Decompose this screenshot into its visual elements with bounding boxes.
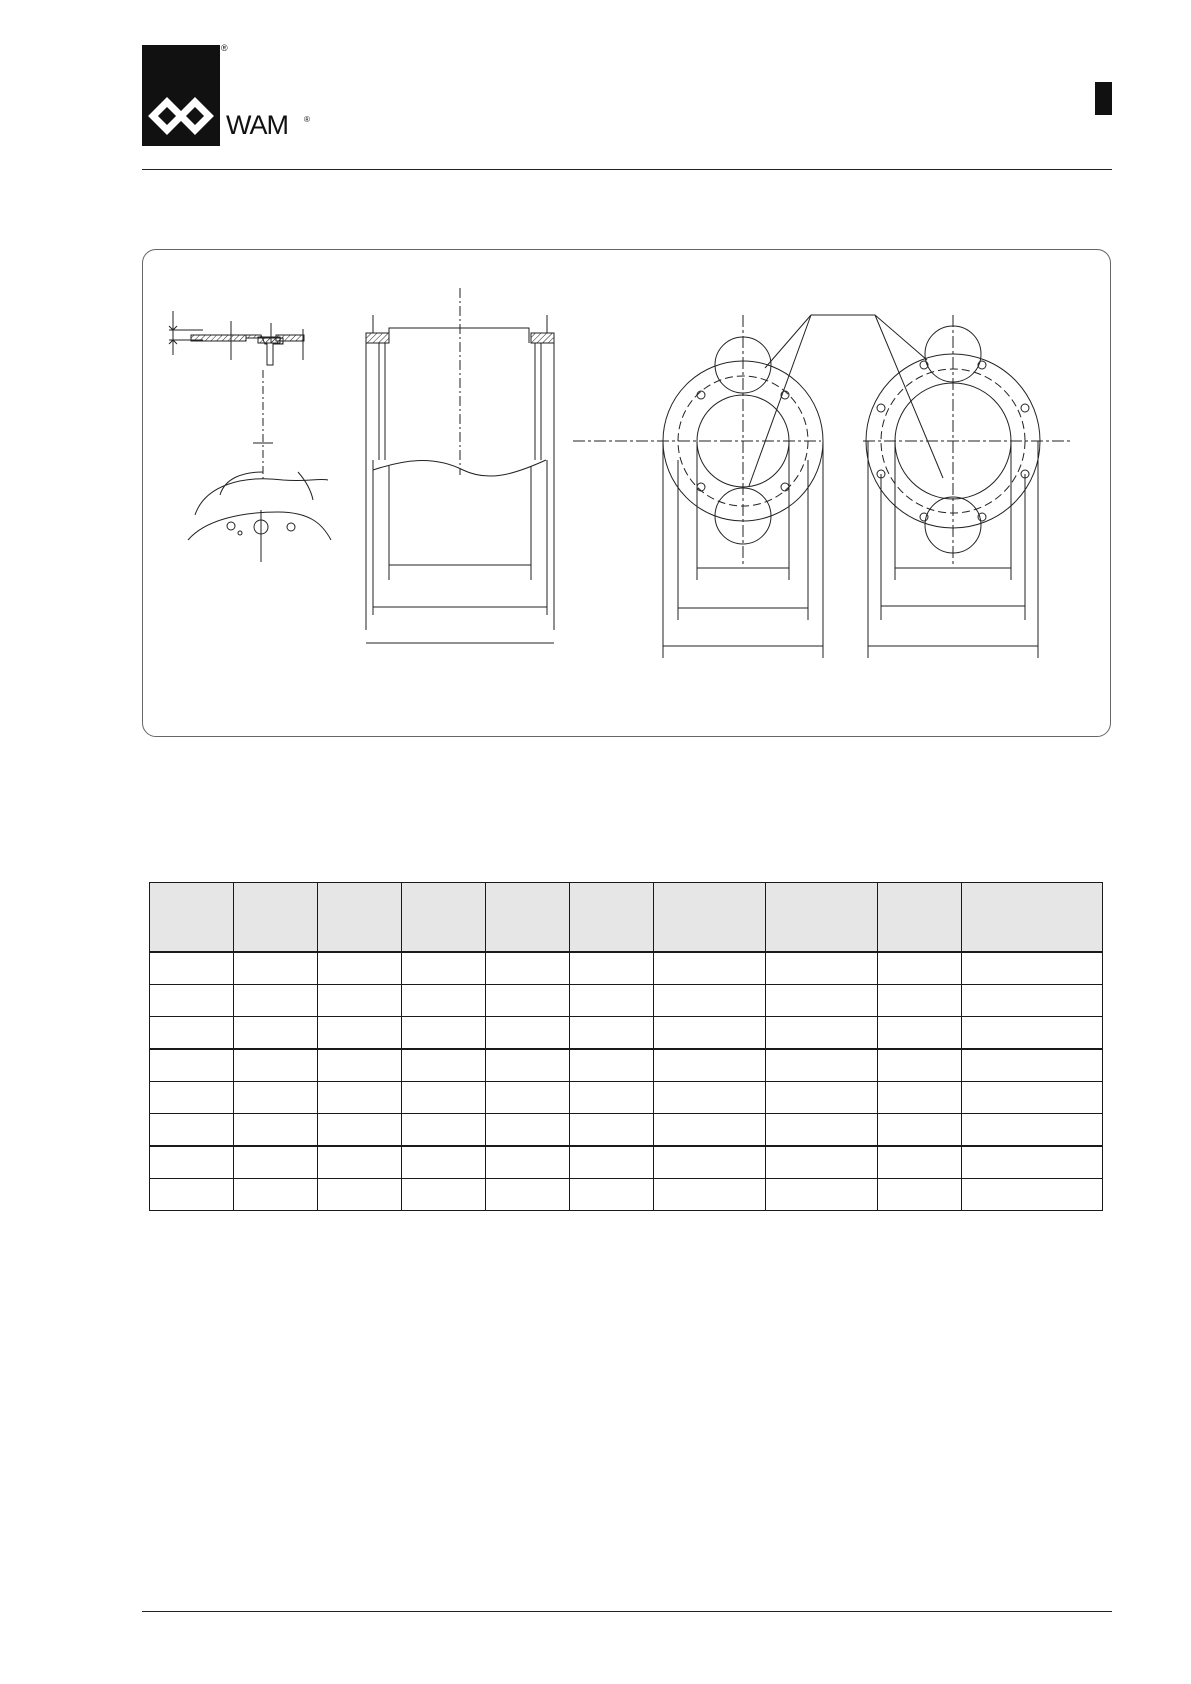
dimension-table <box>149 882 1103 1211</box>
table-cell <box>150 1179 234 1211</box>
table-cell <box>654 1049 766 1082</box>
pipe-section-icon <box>366 288 554 643</box>
table-cell <box>654 1146 766 1179</box>
table-cell <box>570 1017 654 1050</box>
table-cell <box>766 1082 878 1114</box>
table-cell <box>962 1114 1103 1147</box>
table-cell <box>150 1082 234 1114</box>
wam-diamond-logo-icon <box>142 45 220 146</box>
section-tab-marker <box>1095 82 1112 115</box>
table-cell <box>402 1082 486 1114</box>
table-cell <box>402 1049 486 1082</box>
table-cell <box>402 1017 486 1050</box>
table-cell <box>878 985 962 1017</box>
table-cell <box>486 1082 570 1114</box>
table-cell <box>878 1082 962 1114</box>
table-cell <box>234 1179 318 1211</box>
table-cell <box>486 1049 570 1082</box>
table-cell <box>402 1114 486 1147</box>
table-cell <box>766 952 878 985</box>
table-cell <box>318 1017 402 1050</box>
table-cell <box>402 985 486 1017</box>
table-cell <box>878 1146 962 1179</box>
table-cell <box>654 1179 766 1211</box>
table-cell <box>234 1017 318 1050</box>
header-divider <box>142 169 1112 170</box>
technical-drawing-panel <box>142 249 1111 737</box>
table-cell <box>654 1114 766 1147</box>
table-cell <box>486 1146 570 1179</box>
table-cell <box>878 1017 962 1050</box>
table-cell <box>150 985 234 1017</box>
table-cell <box>318 1114 402 1147</box>
table-cell <box>654 1017 766 1050</box>
table-cell <box>878 1049 962 1082</box>
column-header <box>766 883 878 953</box>
table-cell <box>962 1017 1103 1050</box>
table-cell <box>318 985 402 1017</box>
column-header <box>486 883 570 953</box>
table-cell <box>486 952 570 985</box>
column-header <box>654 883 766 953</box>
table-cell <box>402 1146 486 1179</box>
column-header <box>570 883 654 953</box>
table-cell <box>962 1146 1103 1179</box>
table-cell <box>402 1179 486 1211</box>
table-cell <box>234 952 318 985</box>
table-row <box>150 1179 1103 1211</box>
flange-front-view-icon <box>811 315 1073 658</box>
table-cell <box>570 1146 654 1179</box>
table-cell <box>766 1179 878 1211</box>
table-cell <box>318 1049 402 1082</box>
table-row <box>150 1082 1103 1114</box>
table-cell <box>150 1049 234 1082</box>
table-cell <box>766 1017 878 1050</box>
table-cell <box>766 1049 878 1082</box>
table-cell <box>766 1114 878 1147</box>
table-cell <box>234 985 318 1017</box>
column-header <box>318 883 402 953</box>
brand-registered-mark: ® <box>304 115 310 124</box>
table-row <box>150 952 1103 985</box>
table-cell <box>486 1017 570 1050</box>
table-cell <box>486 1114 570 1147</box>
table-cell <box>318 1082 402 1114</box>
table-row <box>150 1049 1103 1082</box>
table-cell <box>318 1179 402 1211</box>
table-cell <box>766 1146 878 1179</box>
table-cell <box>150 952 234 985</box>
table-cell <box>654 985 766 1017</box>
column-header <box>962 883 1103 953</box>
table-cell <box>318 1146 402 1179</box>
table-cell <box>402 952 486 985</box>
brand-name: WAM <box>226 110 288 140</box>
registered-mark: ® <box>221 43 228 53</box>
table-cell <box>234 1114 318 1147</box>
table-cell <box>878 1114 962 1147</box>
table-cell <box>570 952 654 985</box>
column-header <box>234 883 318 953</box>
footer-divider <box>142 1611 1112 1612</box>
column-header <box>402 883 486 953</box>
table-cell <box>570 985 654 1017</box>
table-cell <box>570 1114 654 1147</box>
table-cell <box>766 985 878 1017</box>
column-header <box>150 883 234 953</box>
table-cell <box>878 952 962 985</box>
table-row <box>150 1114 1103 1147</box>
table-cell <box>150 1017 234 1050</box>
table-cell <box>234 1146 318 1179</box>
table-row <box>150 1017 1103 1050</box>
table-cell <box>570 1082 654 1114</box>
table-row <box>150 985 1103 1017</box>
table-cell <box>962 1179 1103 1211</box>
table-cell <box>570 1049 654 1082</box>
table-cell <box>962 985 1103 1017</box>
table-cell <box>150 1146 234 1179</box>
table-cell <box>654 952 766 985</box>
flange-front-view-icon <box>573 315 823 658</box>
table-cell <box>486 1179 570 1211</box>
table-cell <box>318 952 402 985</box>
flange-detail-icon <box>169 311 331 562</box>
table-row <box>150 1146 1103 1179</box>
table-cell <box>234 1082 318 1114</box>
table-cell <box>878 1179 962 1211</box>
table-cell <box>654 1082 766 1114</box>
table-cell <box>962 1049 1103 1082</box>
column-header <box>878 883 962 953</box>
table-header-row <box>150 883 1103 953</box>
table-cell <box>962 1082 1103 1114</box>
table-cell <box>150 1114 234 1147</box>
table-cell <box>486 985 570 1017</box>
table-cell <box>234 1049 318 1082</box>
table-cell <box>570 1179 654 1211</box>
table-cell <box>962 952 1103 985</box>
